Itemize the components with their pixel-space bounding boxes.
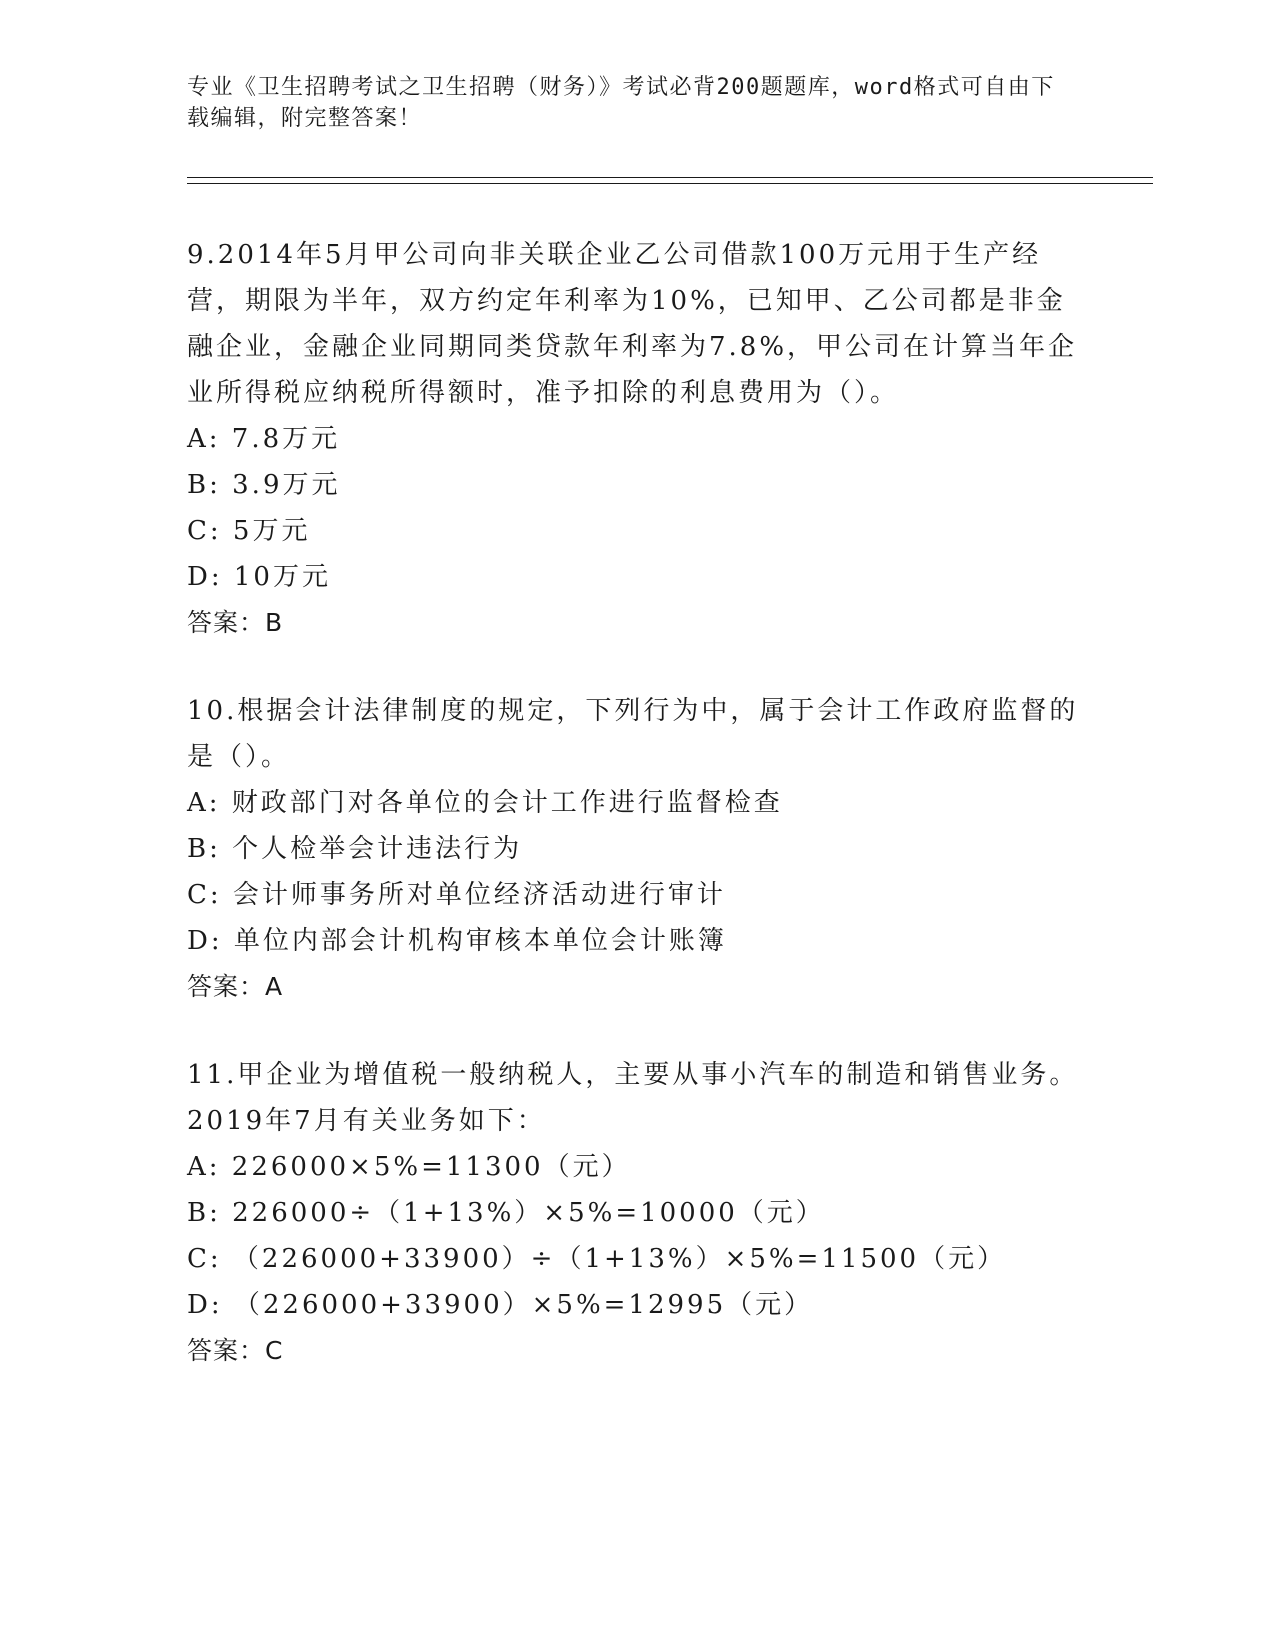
option-d: D: （226000+33900）×5%=12995（元） <box>187 1290 814 1320</box>
question-stem: 10.根据会计法律制度的规定，下列行为中，属于会计工作政府监督的是（）。 <box>187 696 1079 772</box>
header-rule-bottom <box>187 183 1153 184</box>
option-c: C: 会计师事务所对单位经济活动进行审计 <box>187 880 726 910</box>
question-stem: 11.甲企业为增值税一般纳税人，主要从事小汽车的制造和销售业务。2019年7月有关业务如下： <box>187 1060 1079 1136</box>
question-9 <box>187 232 1087 646</box>
answer: 答案：B <box>187 608 284 637</box>
option-a: A: 财政部门对各单位的会计工作进行监督检查 <box>187 788 783 818</box>
option-b: B: 3.9万元 <box>187 470 341 500</box>
option-a: A: 7.8万元 <box>187 424 341 454</box>
document-header <box>187 72 1067 134</box>
header-rule-top <box>187 177 1153 178</box>
option-b: B: 个人检举会计违法行为 <box>187 834 523 864</box>
option-c: C: 5万元 <box>187 516 311 546</box>
document-title: 专业《卫生招聘考试之卫生招聘（财务）》考试必背200题题库，word格式可自由下载编辑，附完整答案！ <box>187 75 1055 131</box>
option-a: A: 226000×5%=11300（元） <box>187 1152 631 1182</box>
option-d: D: 单位内部会计机构审核本单位会计账簿 <box>187 926 727 956</box>
question-stem: 9.2014年5月甲公司向非关联企业乙公司借款100万元用于生产经营，期限为半年，双方约定年利率为10%，已知甲、乙公司都是非金融企业，金融企业同期同类贷款年利率为7.8%，甲公司在计算当年企业所得税应纳税所得额时，准予扣除的利息费用为（）。 <box>187 240 1078 408</box>
option-b: B: 226000÷（1+13%）×5%=10000（元） <box>187 1198 825 1228</box>
answer: 答案：C <box>187 1336 284 1365</box>
option-d: D: 10万元 <box>187 562 331 592</box>
answer: 答案：A <box>187 972 284 1001</box>
question-10 <box>187 688 1087 1010</box>
option-c: C: （226000+33900）÷（1+13%）×5%=11500（元） <box>187 1244 1007 1274</box>
question-11 <box>187 1052 1087 1374</box>
